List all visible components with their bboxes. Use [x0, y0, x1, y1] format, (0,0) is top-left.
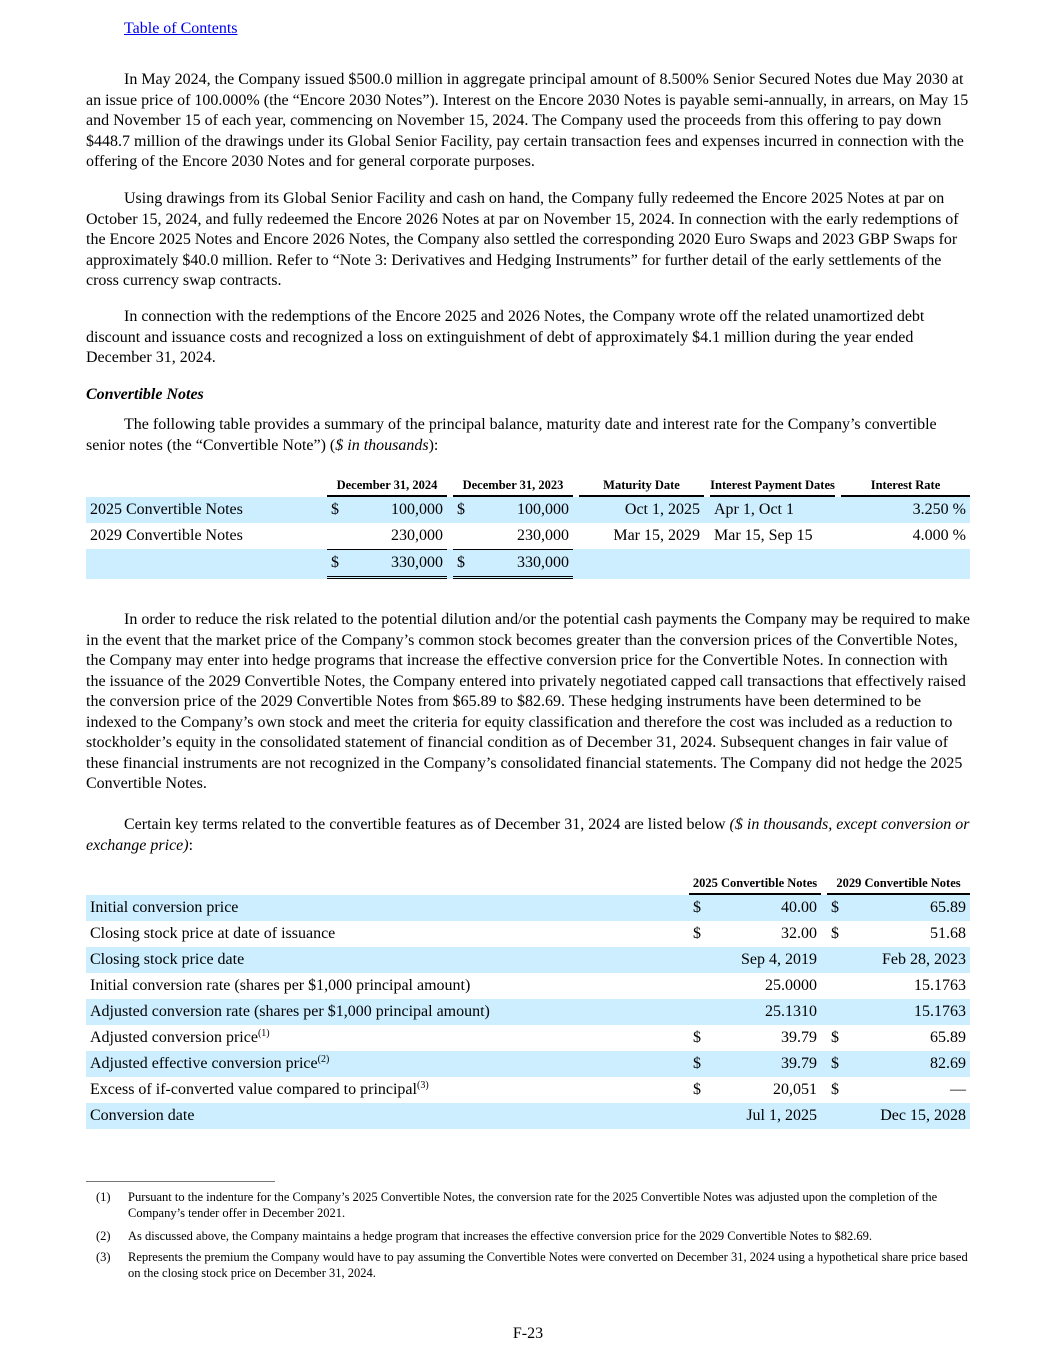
table-header-row — [86, 876, 970, 895]
currency-symbol: $ — [827, 1051, 847, 1077]
table-row — [86, 1077, 970, 1103]
paragraph-encore-2030-notes: In May 2024, the Company issued $500.0 million in aggregate principal amount of 8.500% Senior Secured Notes due May 2030 at an issue price of 100.000% (the “Encore 2030 Notes”). Interest on the Encore 2030 Notes is payable semi-annually, in arrears, on May 15 and November 15 of each year, commencing on November 15, 2024. The Company used the proceeds from this offering to pay down $448.7 million of the drawings under its Global Senior Facility, pay certain transaction fees and expenses incurred in connection with the offering of the Encore 2030 Notes and for general corporate purposes. — [86, 71, 969, 170]
units-note: ($ in thousands, except conversion or exchange price) — [86, 816, 970, 854]
table-of-contents-link[interactable]: Table of Contents — [124, 20, 238, 37]
col-header-interest-rate: Interest Rate — [841, 478, 970, 497]
label-text: Adjusted conversion price — [90, 1028, 258, 1046]
section-heading-convertible-notes: Convertible Notes — [86, 386, 204, 403]
footnote-number: (1) — [96, 1190, 111, 1204]
label-text: Conversion date — [90, 1106, 195, 1124]
currency-symbol: $ — [831, 1080, 839, 1098]
row-label: 2025 Convertible Notes — [86, 497, 321, 523]
key-terms-table — [86, 876, 970, 1129]
currency-symbol: $ — [831, 1028, 839, 1046]
col-header-maturity-date: Maturity Date — [579, 478, 704, 497]
maturity-date: Oct 1, 2025 — [579, 497, 704, 523]
currency-symbol — [453, 523, 473, 549]
row-label — [86, 1051, 683, 1077]
row-label — [86, 895, 683, 921]
col-header-dec-2024: December 31, 2024 — [327, 478, 447, 497]
interest-rate: 4.000 % — [912, 526, 966, 544]
currency-symbol: $ — [327, 497, 347, 523]
currency-symbol: $ — [453, 497, 473, 523]
value-2029-notes: — — [950, 1080, 966, 1098]
currency-symbol: $ — [693, 924, 701, 942]
table-row — [86, 895, 970, 921]
page-number: F-23 — [512, 1325, 544, 1342]
footnote-text: Represents the premium the Company would have to pay assuming the Convertible Notes were converted on December 31, 2024 using a hypothetical share price based on the closing stock price on December 31, 2024. — [128, 1250, 968, 1280]
value-dec-2023: 100,000 — [473, 497, 573, 523]
maturity-date: Mar 15, 2029 — [613, 526, 700, 544]
currency-symbol — [827, 973, 847, 999]
footnote-text: As discussed above, the Company maintains a hedge program that increases the effective conversion price for the 2029 Convertible Notes to $82.69. — [128, 1229, 873, 1243]
value-dec-2024: 100,000 — [347, 497, 447, 523]
value-dec-2023: 230,000 — [517, 526, 569, 544]
label-text: Initial conversion rate (shares per $1,000 principal amount) — [90, 976, 471, 994]
col-header-dec-2023: December 31, 2023 — [453, 478, 573, 497]
row-label: 2029 Convertible Notes — [90, 526, 243, 544]
convertible-notes-table — [86, 478, 970, 579]
total-dec-2024: 330,000 — [347, 549, 447, 579]
value-2025-notes: 32.00 — [781, 924, 817, 942]
intro-end: : — [188, 836, 194, 854]
currency-symbol: $ — [689, 1051, 709, 1077]
currency-symbol — [689, 999, 709, 1025]
paragraph-hedge-programs: In order to reduce the risk related to the potential dilution and/or the potential cash payments the Company may be required to make in the event that the market price of the Company’s common stock becomes greater than the conversion prices of the Convertible Notes, the Company may enter into hedge programs that increase the effective conversion price for the Convertible Notes. In connection with the issuance of the 2029 Convertible Notes, the Company entered into privately negotiated capped call transactions that effectively raised the conversion price of the 2029 Convertible Notes from $65.89 to $82.69. These hedging instruments have been determined to be indexed to the Company’s own stock and meet the criteria for equity classification and therefore the cost was included as a reduction to stockholder’s equity in the consolidated statement of financial condition as of December 31, 2024. Subsequent changes in fair value of these financial instruments are not recognized in the Company’s consolidated financial statements. The Company did not hedge the 2025 Convertible Notes. — [86, 611, 970, 792]
units-note: $ in thousands — [335, 436, 429, 454]
label-text: Closing stock price at date of issuance — [90, 924, 336, 942]
footnote-text: Pursuant to the indenture for the Company’s 2025 Convertible Notes, the conversion rate for the 2025 Convertible Notes was adjusted upon the completion of the Company’s tender offer in December 2021. — [128, 1190, 938, 1220]
value-2029-notes: Dec 15, 2028 — [847, 1103, 970, 1129]
value-2025-notes: 40.00 — [709, 895, 821, 921]
currency-symbol — [827, 999, 847, 1025]
currency-symbol: $ — [827, 895, 847, 921]
footnote-2 — [86, 1228, 970, 1244]
intro-end: ): — [428, 436, 439, 454]
value-2029-notes: 82.69 — [847, 1051, 970, 1077]
value-2025-notes: 25.0000 — [765, 976, 817, 994]
row-label — [86, 1025, 683, 1051]
table-row — [86, 973, 970, 999]
col-header-2025-notes: 2025 Convertible Notes — [689, 876, 821, 895]
currency-symbol — [689, 1103, 709, 1129]
value-2025-notes: 20,051 — [773, 1080, 817, 1098]
currency-symbol: $ — [831, 924, 839, 942]
footnote-divider — [86, 1181, 275, 1182]
label-text: Adjusted conversion rate (shares per $1,000 principal amount) — [90, 1002, 490, 1020]
value-2025-notes: 39.79 — [781, 1028, 817, 1046]
label-text: Closing stock price date — [90, 950, 245, 968]
currency-symbol: $ — [453, 549, 473, 579]
currency-symbol — [827, 947, 847, 973]
paragraph-loss-extinguishment: In connection with the redemptions of the Encore 2025 and 2026 Notes, the Company wrote off the related unamortized debt discount and issuance costs and recognized a loss on extinguishment of debt of approximately $4.1 million during the year ended December 31, 2024. — [86, 308, 925, 366]
footnote-ref: (2) — [317, 1053, 330, 1065]
paragraph-key-terms-intro — [86, 815, 970, 856]
footnote-1 — [86, 1189, 970, 1221]
value-2025-notes: 39.79 — [709, 1051, 821, 1077]
currency-symbol — [327, 523, 347, 549]
footnote-ref: (3) — [416, 1079, 429, 1091]
value-2029-notes: Feb 28, 2023 — [847, 947, 970, 973]
col-header-2029-notes: 2029 Convertible Notes — [827, 876, 970, 895]
value-2029-notes: 51.68 — [930, 924, 966, 942]
footnote-number: (2) — [96, 1229, 111, 1243]
col-header-interest-payment-dates: Interest Payment Dates — [710, 478, 835, 497]
interest-rate: 3.250 % — [841, 497, 970, 523]
interest-payment-dates: Apr 1, Oct 1 — [710, 497, 835, 523]
value-2025-notes: Jul 1, 2025 — [709, 1103, 821, 1129]
label-text: Adjusted effective conversion price — [90, 1054, 318, 1072]
row-label — [86, 999, 683, 1025]
value-2029-notes: 15.1763 — [847, 999, 970, 1025]
currency-symbol: $ — [693, 1028, 701, 1046]
table-row — [86, 947, 970, 973]
value-2029-notes: 15.1763 — [914, 976, 966, 994]
currency-symbol: $ — [693, 1080, 701, 1098]
footnote-number: (3) — [96, 1250, 111, 1264]
row-label — [86, 973, 683, 999]
table-row — [86, 523, 970, 549]
row-label — [86, 947, 683, 973]
intro-text: Certain key terms related to the convertible features as of December 31, 2024 are listed below — [124, 816, 730, 833]
paragraph-redemptions: Using drawings from its Global Senior Facility and cash on hand, the Company fully redeemed the Encore 2025 Notes at par on October 15, 2024, and fully redeemed the Encore 2026 Notes at par on November 15, 2024. In connection with the early redemptions of the Encore 2025 Notes and Encore 2026 Notes, the Company also settled the corresponding 2020 Euro Swaps and 2023 GBP Swaps for approximately $40.0 million. Refer to “Note 3: Derivatives and Hedging Instruments” for further detail of the early settlements of the cross currency swap contracts. — [86, 190, 959, 289]
footnote-3 — [86, 1249, 970, 1281]
currency-symbol — [827, 1103, 847, 1129]
table-row — [86, 497, 970, 523]
table-header-row — [86, 478, 970, 497]
row-label — [86, 1103, 683, 1129]
value-dec-2024: 230,000 — [391, 526, 443, 544]
interest-payment-dates: Mar 15, Sep 15 — [714, 526, 813, 544]
intro-text: The following table provides a summary of the principal balance, maturity date and interest rate for the Company’s convertible senior notes (the “Convertible Note”) ( — [86, 416, 937, 454]
currency-symbol — [689, 973, 709, 999]
footnote-ref: (1) — [257, 1027, 270, 1039]
table-row — [86, 1051, 970, 1077]
table-row — [86, 1025, 970, 1051]
currency-symbol: $ — [327, 549, 347, 579]
currency-symbol — [689, 947, 709, 973]
table-row — [86, 1103, 970, 1129]
label-text: Initial conversion price — [90, 898, 239, 916]
label-text: Excess of if-converted value compared to principal — [90, 1080, 417, 1098]
table-row — [86, 999, 970, 1025]
value-2029-notes: 65.89 — [847, 895, 970, 921]
value-2025-notes: Sep 4, 2019 — [709, 947, 821, 973]
total-dec-2023: 330,000 — [473, 549, 573, 579]
row-label — [86, 1077, 683, 1103]
table-row — [86, 921, 970, 947]
total-row — [86, 549, 970, 579]
value-2025-notes: 25.1310 — [709, 999, 821, 1025]
row-label — [86, 921, 683, 947]
paragraph-table-intro — [86, 415, 970, 456]
value-2029-notes: 65.89 — [930, 1028, 966, 1046]
currency-symbol: $ — [689, 895, 709, 921]
